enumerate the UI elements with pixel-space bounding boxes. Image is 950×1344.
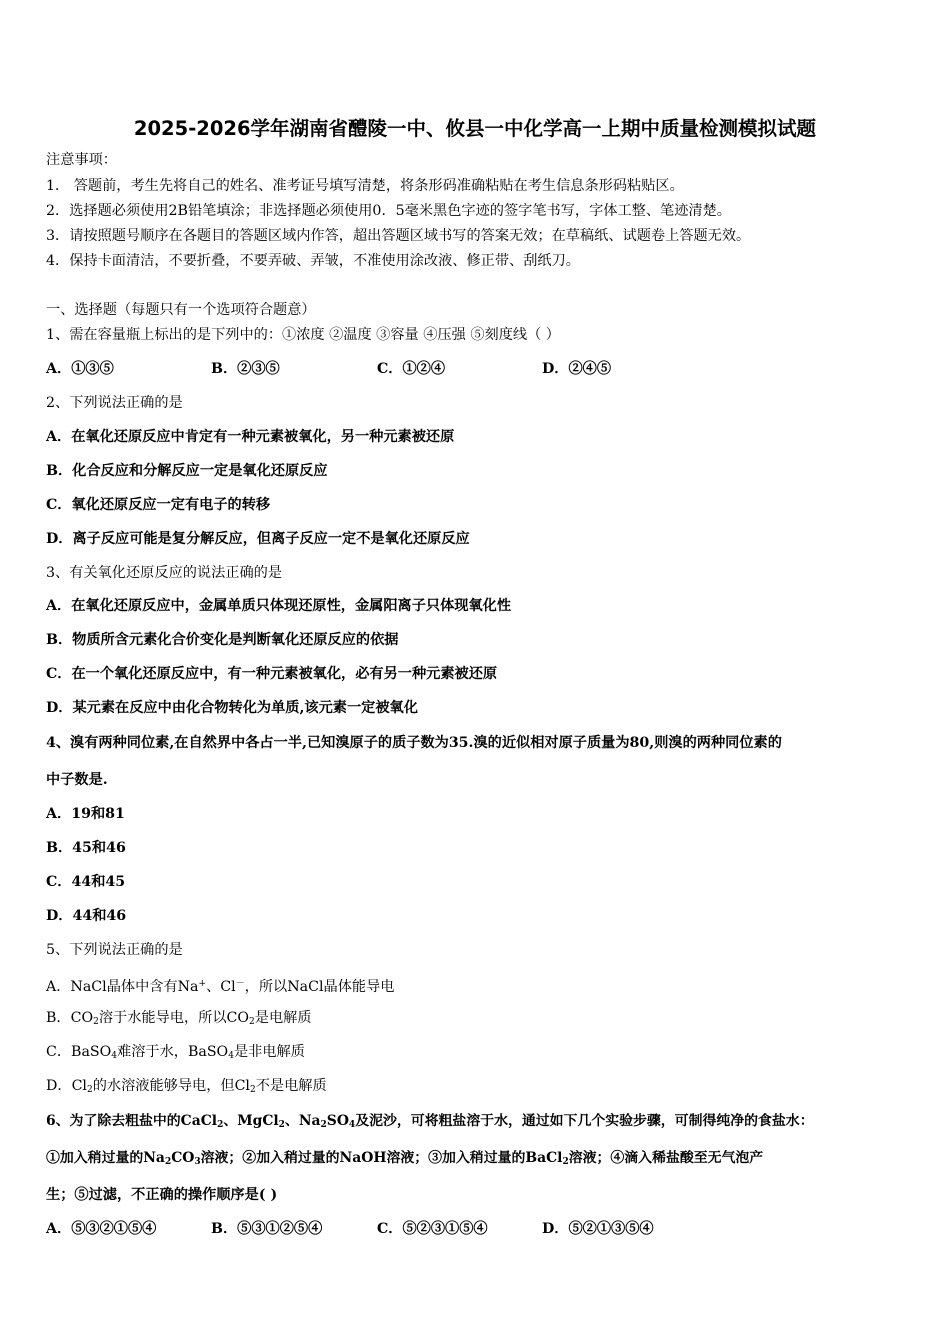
stem-text: 及泥沙，可将粗盐溶于水，通过如下几个实验步骤，可制得纯净的食盐水： bbox=[355, 1113, 814, 1129]
subscript: 4 bbox=[348, 1120, 356, 1130]
stem-text: SO bbox=[326, 1113, 349, 1129]
subscript: 2 bbox=[278, 1120, 285, 1130]
option-text: 难溶于水，BaSO bbox=[117, 1044, 229, 1060]
option-c: C．44和45 bbox=[46, 874, 126, 890]
option-text: D．Cl bbox=[46, 1078, 87, 1094]
option-d: D．某元素在反应中由化合物转化为单质,该元素一定被氧化 bbox=[46, 700, 418, 716]
note-item: 2．选择题必须使用2B铅笔填涂；非选择题必须使用0．5毫米黑色字迹的签字笔书写，字体工整、笔迹清楚。 bbox=[46, 203, 731, 219]
option-c bbox=[46, 1042, 305, 1066]
option-text: 不是电解质 bbox=[255, 1078, 327, 1094]
stem-text: 6、为了除去粗盐中的CaCl bbox=[46, 1113, 218, 1129]
question-4-stem-cont: 中子数是. bbox=[46, 772, 108, 788]
question-6-stem-end: 生；⑤过滤，不正确的操作顺序是( ) bbox=[46, 1187, 278, 1203]
option-text: A．NaCl晶体中含有Na bbox=[46, 979, 199, 995]
option-text: 是电解质 bbox=[254, 1010, 312, 1026]
option-a: A．在氧化还原反应中肯定有一种元素被氧化，另一种元素被还原 bbox=[46, 429, 455, 445]
option-c: C．①②④ bbox=[377, 361, 446, 377]
subscript: 2 bbox=[164, 1157, 172, 1167]
note-item: 3．请按照题号顺序在各题目的答题区域内作答，超出答题区域书写的答案无效；在草稿纸、试题卷上答题无效。 bbox=[46, 228, 751, 244]
question-3-stem: 3、有关氧化还原反应的说法正确的是 bbox=[46, 565, 283, 581]
note-item: 4．保持卡面清洁，不要折叠，不要弄破、弄皱，不准使用涂改液、修正带、刮纸刀。 bbox=[46, 253, 580, 269]
option-a: A．①③⑤ bbox=[46, 361, 114, 377]
question-2-stem: 2、下列说法正确的是 bbox=[46, 395, 183, 411]
question-4-stem: 4、溴有两种同位素,在自然界中各占一半,已知溴原子的质子数为35.溴的近似相对原子质量为80,则溴的两种同位素的 bbox=[46, 735, 782, 751]
option-d: D．②④⑤ bbox=[542, 361, 612, 377]
option-d bbox=[46, 1076, 327, 1100]
option-d: D．44和46 bbox=[46, 908, 127, 924]
option-b bbox=[46, 1008, 312, 1032]
option-text: B．CO bbox=[46, 1010, 94, 1026]
subscript: 2 bbox=[93, 1017, 99, 1027]
question-6-stem bbox=[46, 1111, 814, 1135]
stem-text: 、Na bbox=[284, 1113, 321, 1129]
question-6-stem-cont bbox=[46, 1148, 763, 1172]
superscript: + bbox=[198, 979, 207, 989]
option-b: B．物质所含元素化合价变化是判断氧化还原反应的依据 bbox=[46, 632, 399, 648]
subscript: 4 bbox=[111, 1051, 118, 1061]
option-text: 是非电解质 bbox=[233, 1044, 305, 1060]
question-5-stem: 5、下列说法正确的是 bbox=[46, 942, 183, 958]
option-d: D．离子反应可能是复分解反应，但离子反应一定不是氧化还原反应 bbox=[46, 531, 470, 547]
subscript: 2 bbox=[86, 1085, 93, 1095]
option-text: 溶于水能导电，所以CO bbox=[98, 1010, 250, 1026]
section-heading: 一、选择题（每题只有一个选项符合题意） bbox=[46, 302, 316, 318]
subscript: 2 bbox=[249, 1085, 256, 1095]
page-title: 2025-2026学年湖南省醴陵一中、攸县一中化学高一上期中质量检测模拟试题 bbox=[133, 117, 817, 140]
option-d: D．⑤②①③⑤④ bbox=[542, 1221, 654, 1237]
option-a: A．19和81 bbox=[46, 806, 125, 822]
option-b: B．化合反应和分解反应一定是氧化还原反应 bbox=[46, 463, 328, 479]
option-text: ，所以NaCl晶体能导电 bbox=[244, 979, 395, 995]
subscript: 3 bbox=[194, 1157, 201, 1167]
notes-heading: 注意事项： bbox=[46, 152, 117, 168]
subscript: 2 bbox=[320, 1120, 327, 1130]
option-b: B．45和46 bbox=[46, 840, 126, 856]
option-text: 、Cl bbox=[206, 979, 236, 995]
stem-text: 、MgCl bbox=[223, 1113, 279, 1129]
option-a bbox=[46, 974, 394, 997]
subscript: 2 bbox=[249, 1017, 255, 1027]
subscript: 4 bbox=[228, 1051, 234, 1061]
option-text: 的水溶液能够导电，但Cl bbox=[92, 1078, 250, 1094]
stem-text: 溶液；②加入稍过量的NaOH溶液；③加入稍过量的BaCl bbox=[200, 1150, 563, 1166]
stem-text: CO bbox=[171, 1150, 195, 1166]
option-text: C．BaSO bbox=[46, 1044, 112, 1060]
option-c: C．氧化还原反应一定有电子的转移 bbox=[46, 497, 271, 513]
subscript: 2 bbox=[217, 1120, 224, 1130]
option-c: C．在一个氧化还原反应中，有一种元素被氧化，必有另一种元素被还原 bbox=[46, 666, 498, 682]
subscript: 2 bbox=[562, 1157, 569, 1167]
option-b: B．②③⑤ bbox=[211, 361, 280, 377]
superscript: － bbox=[235, 979, 245, 989]
option-c: C．⑤②③①⑤④ bbox=[377, 1221, 488, 1237]
stem-text: ①加入稍过量的Na bbox=[46, 1150, 165, 1166]
question-1-stem: 1、需在容量瓶上标出的是下列中的：①浓度 ②温度 ③容量 ④压强 ⑤刻度线（ ） bbox=[46, 327, 560, 343]
option-a: A．⑤③②①⑤④ bbox=[46, 1221, 157, 1237]
option-b: B．⑤③①②⑤④ bbox=[211, 1221, 323, 1237]
stem-text: 溶液；④滴入稀盐酸至无气泡产 bbox=[568, 1150, 764, 1166]
option-a: A．在氧化还原反应中，金属单质只体现还原性，金属阳离子只体现氧化性 bbox=[46, 598, 512, 614]
note-item: 1． 答题前，考生先将自己的姓名、准考证号填写清楚，将条形码准确粘贴在考生信息条形码粘贴区。 bbox=[46, 178, 684, 194]
